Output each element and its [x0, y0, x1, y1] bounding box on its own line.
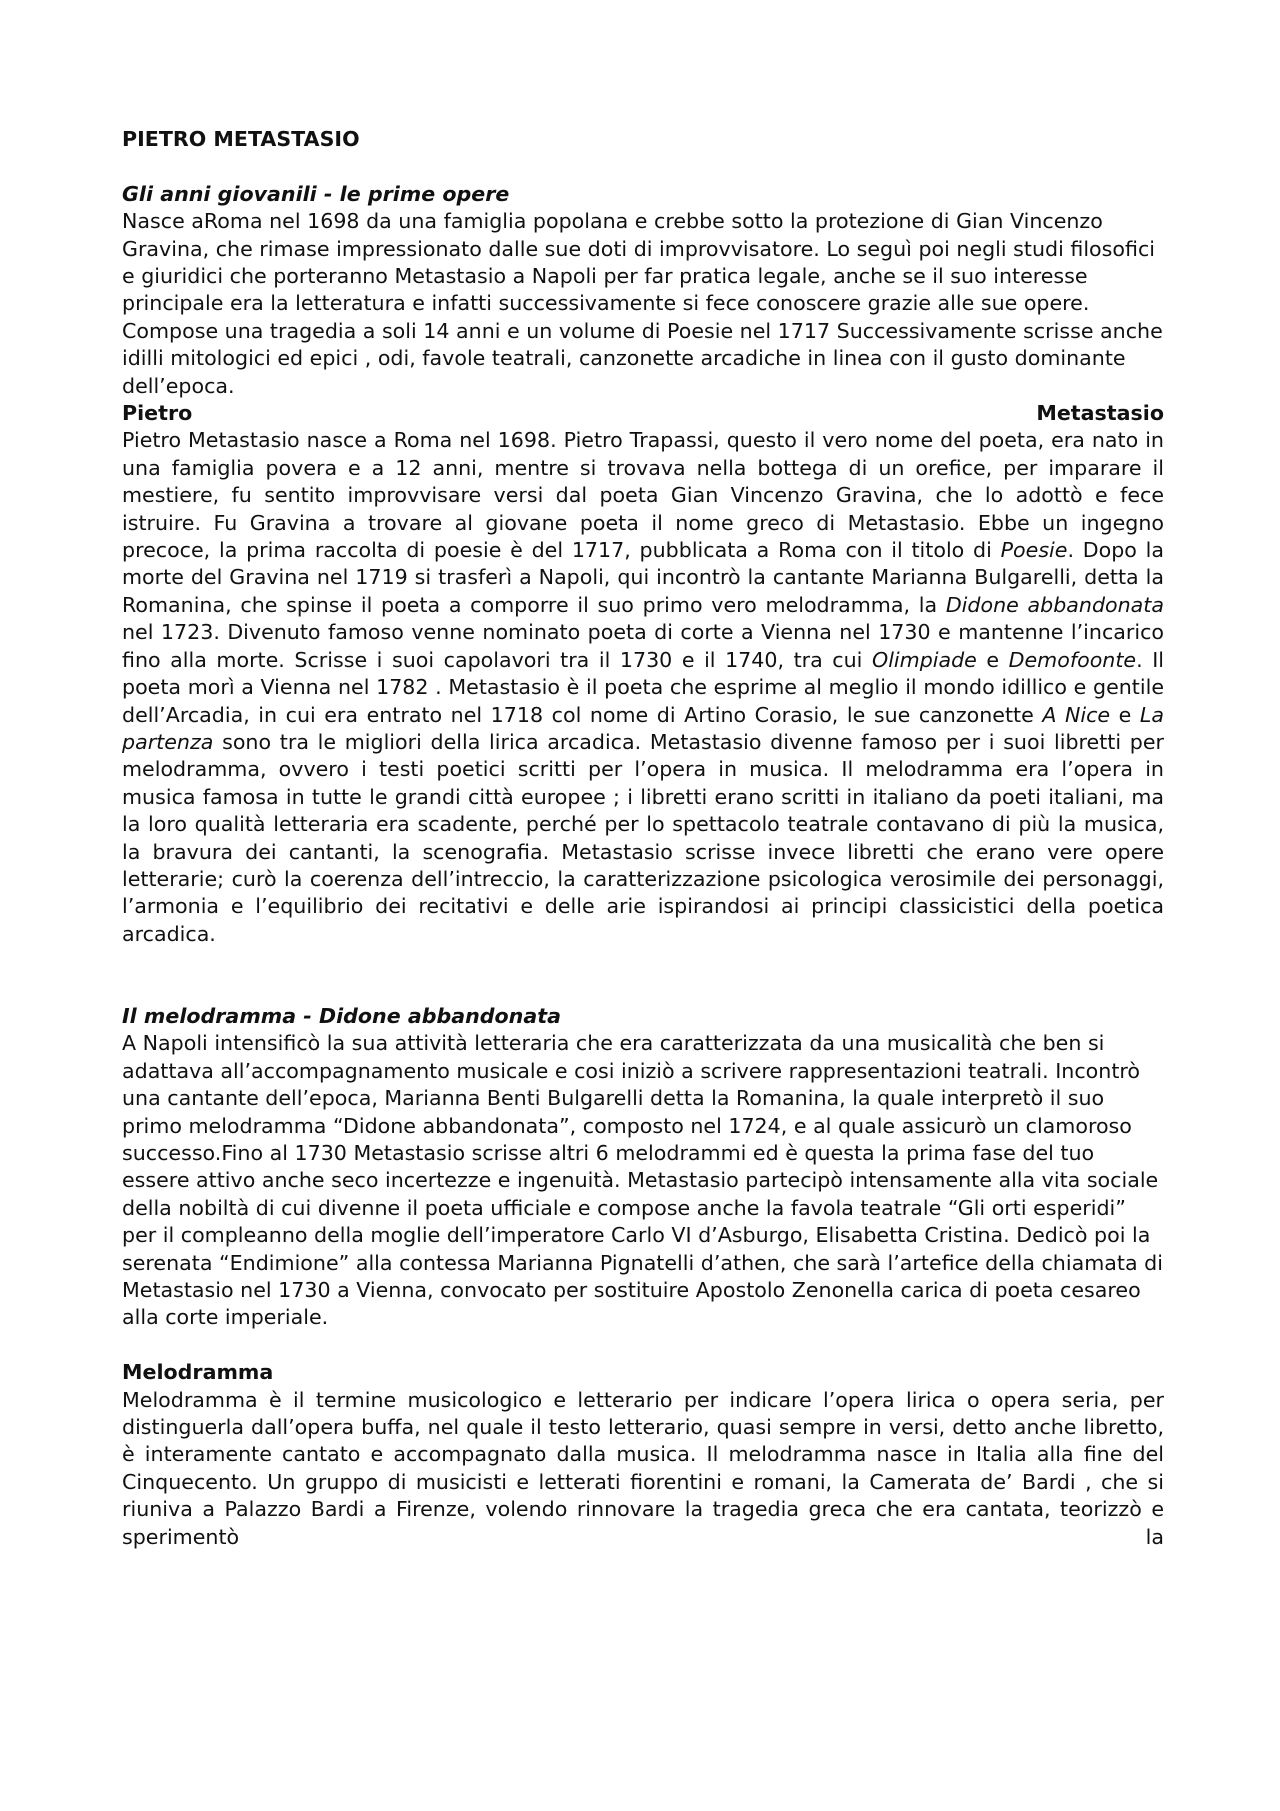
section-heading-biography [122, 400, 1164, 427]
text-run: e [976, 647, 1009, 672]
text-run: Pietro Metastasio nasce a Roma nel 1698. Pietro Trapassi, questo il vero nome del poeta, era nato in una famiglia povera e a 12 anni, mentre si trovava nella bottega di un orefice, per imparare il mestiere, fu sentito improvvisare versi dal poeta Gian Vincenzo Gravina, che lo adottò e fece istruire. Fu Gravina a trovare al giovane poeta il nome greco di Metastasio. Ebbe un ingegno precoce, la prima raccolta di poesie è del 1717, pubblicata a Roma con il titolo di [122, 428, 1164, 563]
work-title-la-partenza: La partenza [122, 702, 1164, 754]
paragraph-didone: A Napoli intensificò la sua attività letteraria che era caratterizzata da una musicalità che ben si adattava all’accompagnamento musicale e cosi iniziò a scrivere rappresentazioni teatrali. Incontrò una cantante dell’epoca, Marianna Benti Bulgarelli detta la Romanina, la quale interpretò il suo primo melodramma “Didone abbandonata”, composto nel 1724, e al quale assicurò un clamoroso successo.Fino al 1730 Metastasio scrisse altri 6 melodrammi ed è questa la prima fase del tuo essere attivo anche seco incertezze e ingenuità. Metastasio partecipò intensamente alla vita sociale della nobiltà di cui divenne il poeta ufficiale e compose anche la favola teatrale “Gli orti esperidi” per il compleanno della moglie dell’imperatore Carlo VI d’Asburgo, Elisabetta Cristina. Dedicò poi la serenata “Endimione” alla contessa Marianna Pignatelli d’athen, che sarà l’artefice della chiamata di Metastasio nel 1730 a Vienna, convocato per sostituire Apostolo Zenonella carica di poeta cesareo alla corte imperiale. [122, 1031, 1163, 1330]
work-title-olimpiade: Olimpiade [871, 647, 977, 672]
work-title-a-nice: A Nice [1042, 702, 1111, 727]
text-run: . Il poeta morì a Vienna nel 1782 . Metastasio è il poeta che esprime al meglio il mondo idillico e gentile dell’Arcadia, in cui era entrato nel 1718 col nome di Artino Corasio, le sue canzonette [122, 647, 1164, 727]
work-title-didone: Didone abbandonata [945, 592, 1164, 617]
spacer [122, 948, 1164, 1003]
text-run: nel 1723. Divenuto famoso venne nominato poeta di corte a Vienna nel 1730 e mantenne l’incarico fino alla morte. Scrisse i suoi capolavori tra il 1730 e il 1740, tra cui [122, 620, 1164, 672]
section-heading-melodramma: Melodramma [122, 1360, 274, 1385]
section-heading-youth: Gli anni giovanili - le prime opere [122, 181, 510, 206]
work-title-demofoonte: Demofoonte [1008, 647, 1137, 672]
document-body [122, 126, 1164, 1551]
text-run: e [1110, 702, 1140, 727]
heading-right: Metastasio [1036, 401, 1164, 426]
spacer [122, 1332, 1164, 1359]
paragraph-melodramma: Melodramma è il termine musicologico e letterario per indicare l’opera lirica o opera seria, per distinguerla dall’opera buffa, nel quale il testo letterario, quasi sempre in versi, detto anche libretto, è interamente cantato e accompagnato dalla musica. Il melodramma nasce in Italia alla fine del Cinquecento. Un gruppo di musicisti e letterati fiorentini e romani, la Camerata de’ Bardi , che si riuniva a Palazzo Bardi a Firenze, volendo rinnovare la tragedia greca che era cantata, teorizzò e sperimentò la [122, 1387, 1164, 1549]
paragraph-biography [122, 427, 1164, 948]
document-title: PIETRO METASTASIO [122, 127, 360, 151]
text-run: . Dopo la morte del Gravina nel 1719 si trasferì a Napoli, qui incontrò la cantante Marianna Bulgarelli, detta la Romanina, che spinse il poeta a comporre il suo primo vero melodramma, la [122, 538, 1165, 617]
heading-left: Pietro [122, 401, 193, 426]
paragraph-youth: Nasce aRoma nel 1698 da una famiglia popolana e crebbe sotto la protezione di Gian Vincenzo Gravina, che rimase impressionato dalle sue doti di improvvisatore. Lo seguì poi negli studi filosofici e giuridici che porteranno Metastasio a Napoli per far pratica legale, anche se il suo interesse principale era la letteratura e infatti successivamente si fece conoscere grazie alle sue opere. Compose una tragedia a soli 14 anni e un volume di Poesie nel 1717 Successivamente scrisse anche idilli mitologici ed epici , odi, favole teatrali, canzonette arcadiche in linea con il gusto dominante dell’epoca. [122, 209, 1163, 398]
work-title-poesie: Poesie [1000, 538, 1068, 563]
text-run: sono tra le migliori della lirica arcadica. Metastasio divenne famoso per i suoi libretti per melodramma, ovvero i testi poetici scritti per l’opera in musica. Il melodramma era l’opera in musica famosa in tutte le grandi città europee ; i libretti erano scritti in italiano da poeti italiani, ma la loro qualità letteraria era scadente, perché per lo spettacolo teatrale contavano di più la musica, la bravura dei cantanti, la scenografia. Metastasio scrisse invece libretti che erano vere opere letterarie; curò la coerenza dell’intreccio, la caratterizzazione psicologica verosimile dei personaggi, l’armonia e l’equilibrio dei recitativi e delle arie ispirandosi ai principi classicistici della poetica arcadica. [122, 729, 1164, 946]
section-heading-didone: Il melodramma - Didone abbandonata [122, 1003, 561, 1028]
